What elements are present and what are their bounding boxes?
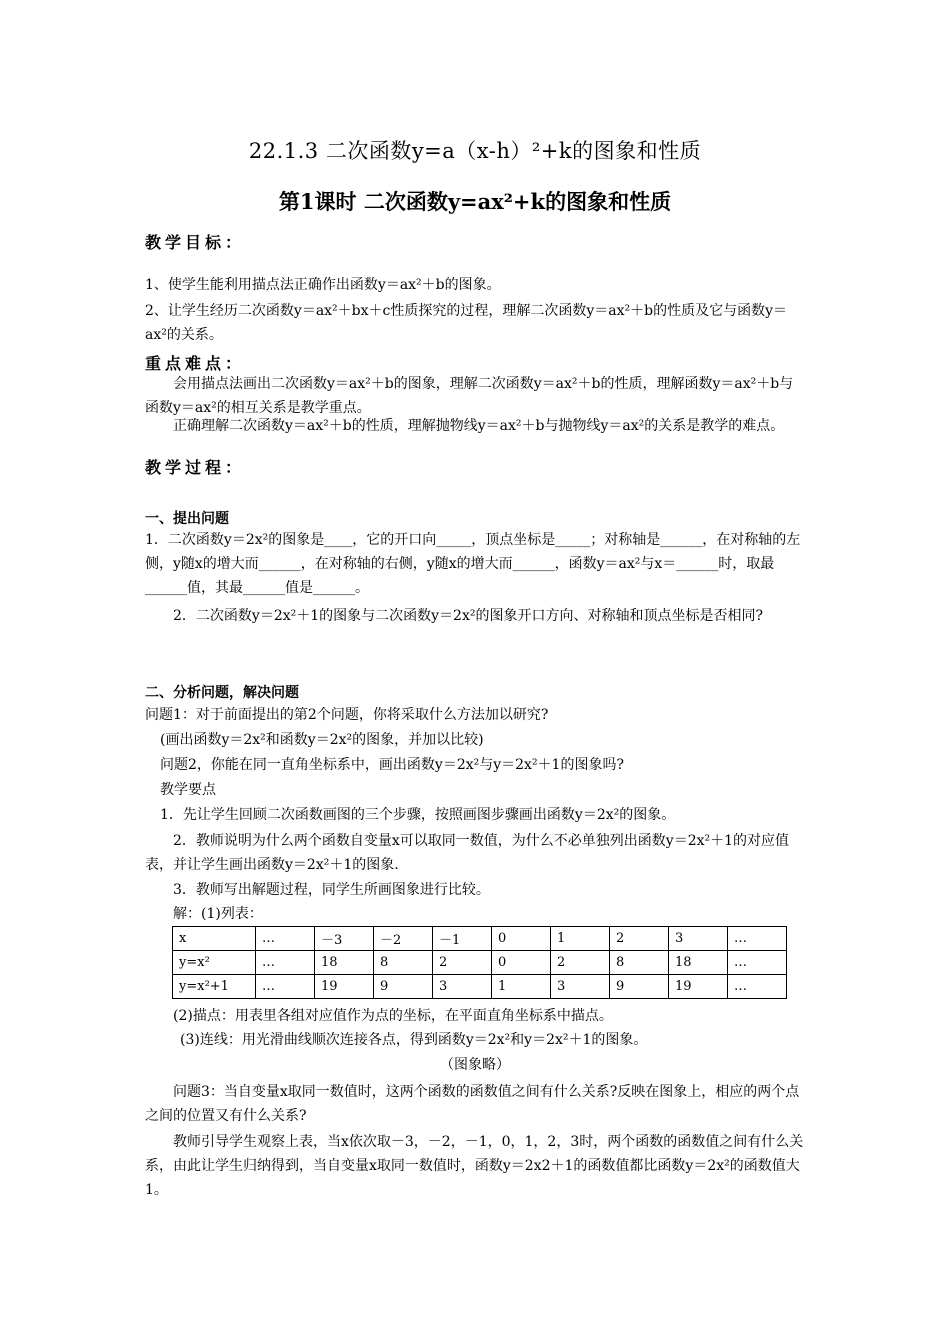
solution-label: 解：(1)列表： [173,906,263,922]
hint-line: (画出函数y＝2x²和函数y＝2x²的图象，并加以比较) [160,732,484,748]
table-cell: 1 [551,927,610,951]
teaching-point: 2．教师说明为什么两个函数自变量x可以取同一数值，为什么不必单独列出函数y＝2x²＋1的对应值表，并让学生画出函数y＝2x²＋1的图象. [145,833,790,873]
table-cell: 0 [492,927,551,951]
table-cell: 8 [374,951,433,975]
table-row [173,927,787,951]
table-cell: 2 [551,951,610,975]
section-heading: 二、分析问题，解决问题 [145,685,299,701]
table-cell: … [728,975,787,999]
table-cell: 3 [433,975,492,999]
difficulty-paragraph: 正确理解二次函数y＝ax²＋b的性质，理解抛物线y＝ax²＋b与抛物线y＝ax²的关系是教学的难点。 [173,418,785,434]
teaching-point: 3．教师写出解题过程，同学生所画图象进行比较。 [173,882,490,898]
objective-item: 2、让学生经历二次函数y＝ax²＋bx＋c性质探究的过程，理解二次函数y＝ax²＋b的性质及它与函数y＝ax²的关系。 [145,303,788,343]
document-title: 22.1.3 二次函数y=a（x-h）²+k的图象和性质 [248,139,702,163]
key-point-paragraph: 会用描点法画出二次函数y＝ax²＋b的图象，理解二次函数y＝ax²＋b的性质，理解函数y＝ax²＋b与函数y＝ax²的相互关系是教学重点。 [145,376,794,416]
table-cell: 1 [492,975,551,999]
table-cell: … [256,951,315,975]
table-cell: －3 [315,927,374,951]
objective-item: 1、使学生能利用描点法正确作出函数y＝ax²＋b的图象。 [145,277,501,293]
table-row [173,975,787,999]
lesson-subtitle: 第1课时 二次函数y=ax²+k的图象和性质 [278,189,672,214]
table-cell: … [256,975,315,999]
table-cell: －2 [374,927,433,951]
table-cell: … [728,951,787,975]
table-cell: 19 [669,975,728,999]
table-cell: y=x²+1 [173,975,256,999]
question-paragraph: 1．二次函数y＝2x²的图象是____，它的开口向_____，顶点坐标是_____；对称轴是______，在对称轴的左侧，y随x的增大而______，在对称轴的右侧，y随x的增大而______，函数y＝ax²与x＝______时，取最______值，其最______值是______。 [145,532,801,596]
question-line: 问题2，你能在同一直角坐标系中，画出函数y＝2x²与y＝2x²＋1的图象吗? [160,757,624,773]
objectives-heading: 教学目标： [145,233,246,252]
conclusion-paragraph: 教师引导学生观察上表，当x依次取－3，－2，－1，0，1，2，3时，两个函数的函数值之间有什么关系，由此让学生归纳得到，当自变量x取同一数值时，函数y＝2x2＋1的函数值都比函数y＝2x²的函数值大1。 [145,1134,804,1198]
table-cell: －1 [433,927,492,951]
table-cell: y=x² [173,951,256,975]
solution-step: (2)描点：用表里各组对应值作为点的坐标，在平面直角坐标系中描点。 [173,1008,613,1024]
table-cell: 18 [315,951,374,975]
teaching-points-label: 教学要点 [160,782,216,798]
solution-step: (3)连线：用光滑曲线顺次连接各点，得到函数y＝2x²和y＝2x²＋1的图象。 [180,1032,648,1048]
table-cell: 3 [669,927,728,951]
table-cell: 0 [492,951,551,975]
table-cell: 2 [433,951,492,975]
key-points-heading: 重点难点： [145,354,246,373]
values-table [172,926,787,999]
table-cell: 19 [315,975,374,999]
teaching-point: 1．先让学生回顾二次函数画图的三个步骤，按照画图步骤画出函数y＝2x²的图象。 [160,807,676,823]
table-cell: … [728,927,787,951]
table-cell: 2 [610,927,669,951]
section-heading: 一、提出问题 [145,511,229,527]
table-row [173,951,787,975]
table-cell: x [173,927,256,951]
table-cell: 9 [374,975,433,999]
question-line: 问题1：对于前面提出的第2个问题，你将采取什么方法加以研究? [145,707,549,723]
table-cell: 8 [610,951,669,975]
table-cell: 18 [669,951,728,975]
question-paragraph: 2．二次函数y＝2x²＋1的图象与二次函数y＝2x²的图象开口方向、对称轴和顶点坐标是否相同? [173,608,763,624]
process-heading: 教学过程： [145,458,246,477]
table-cell: 3 [551,975,610,999]
table-cell: … [256,927,315,951]
question-paragraph: 问题3：当自变量x取同一数值时，这两个函数的函数值之间有什么关系?反映在图象上，相应的两个点之间的位置又有什么关系? [145,1084,800,1124]
table-cell: 9 [610,975,669,999]
figure-note: （图象略） [440,1057,510,1073]
